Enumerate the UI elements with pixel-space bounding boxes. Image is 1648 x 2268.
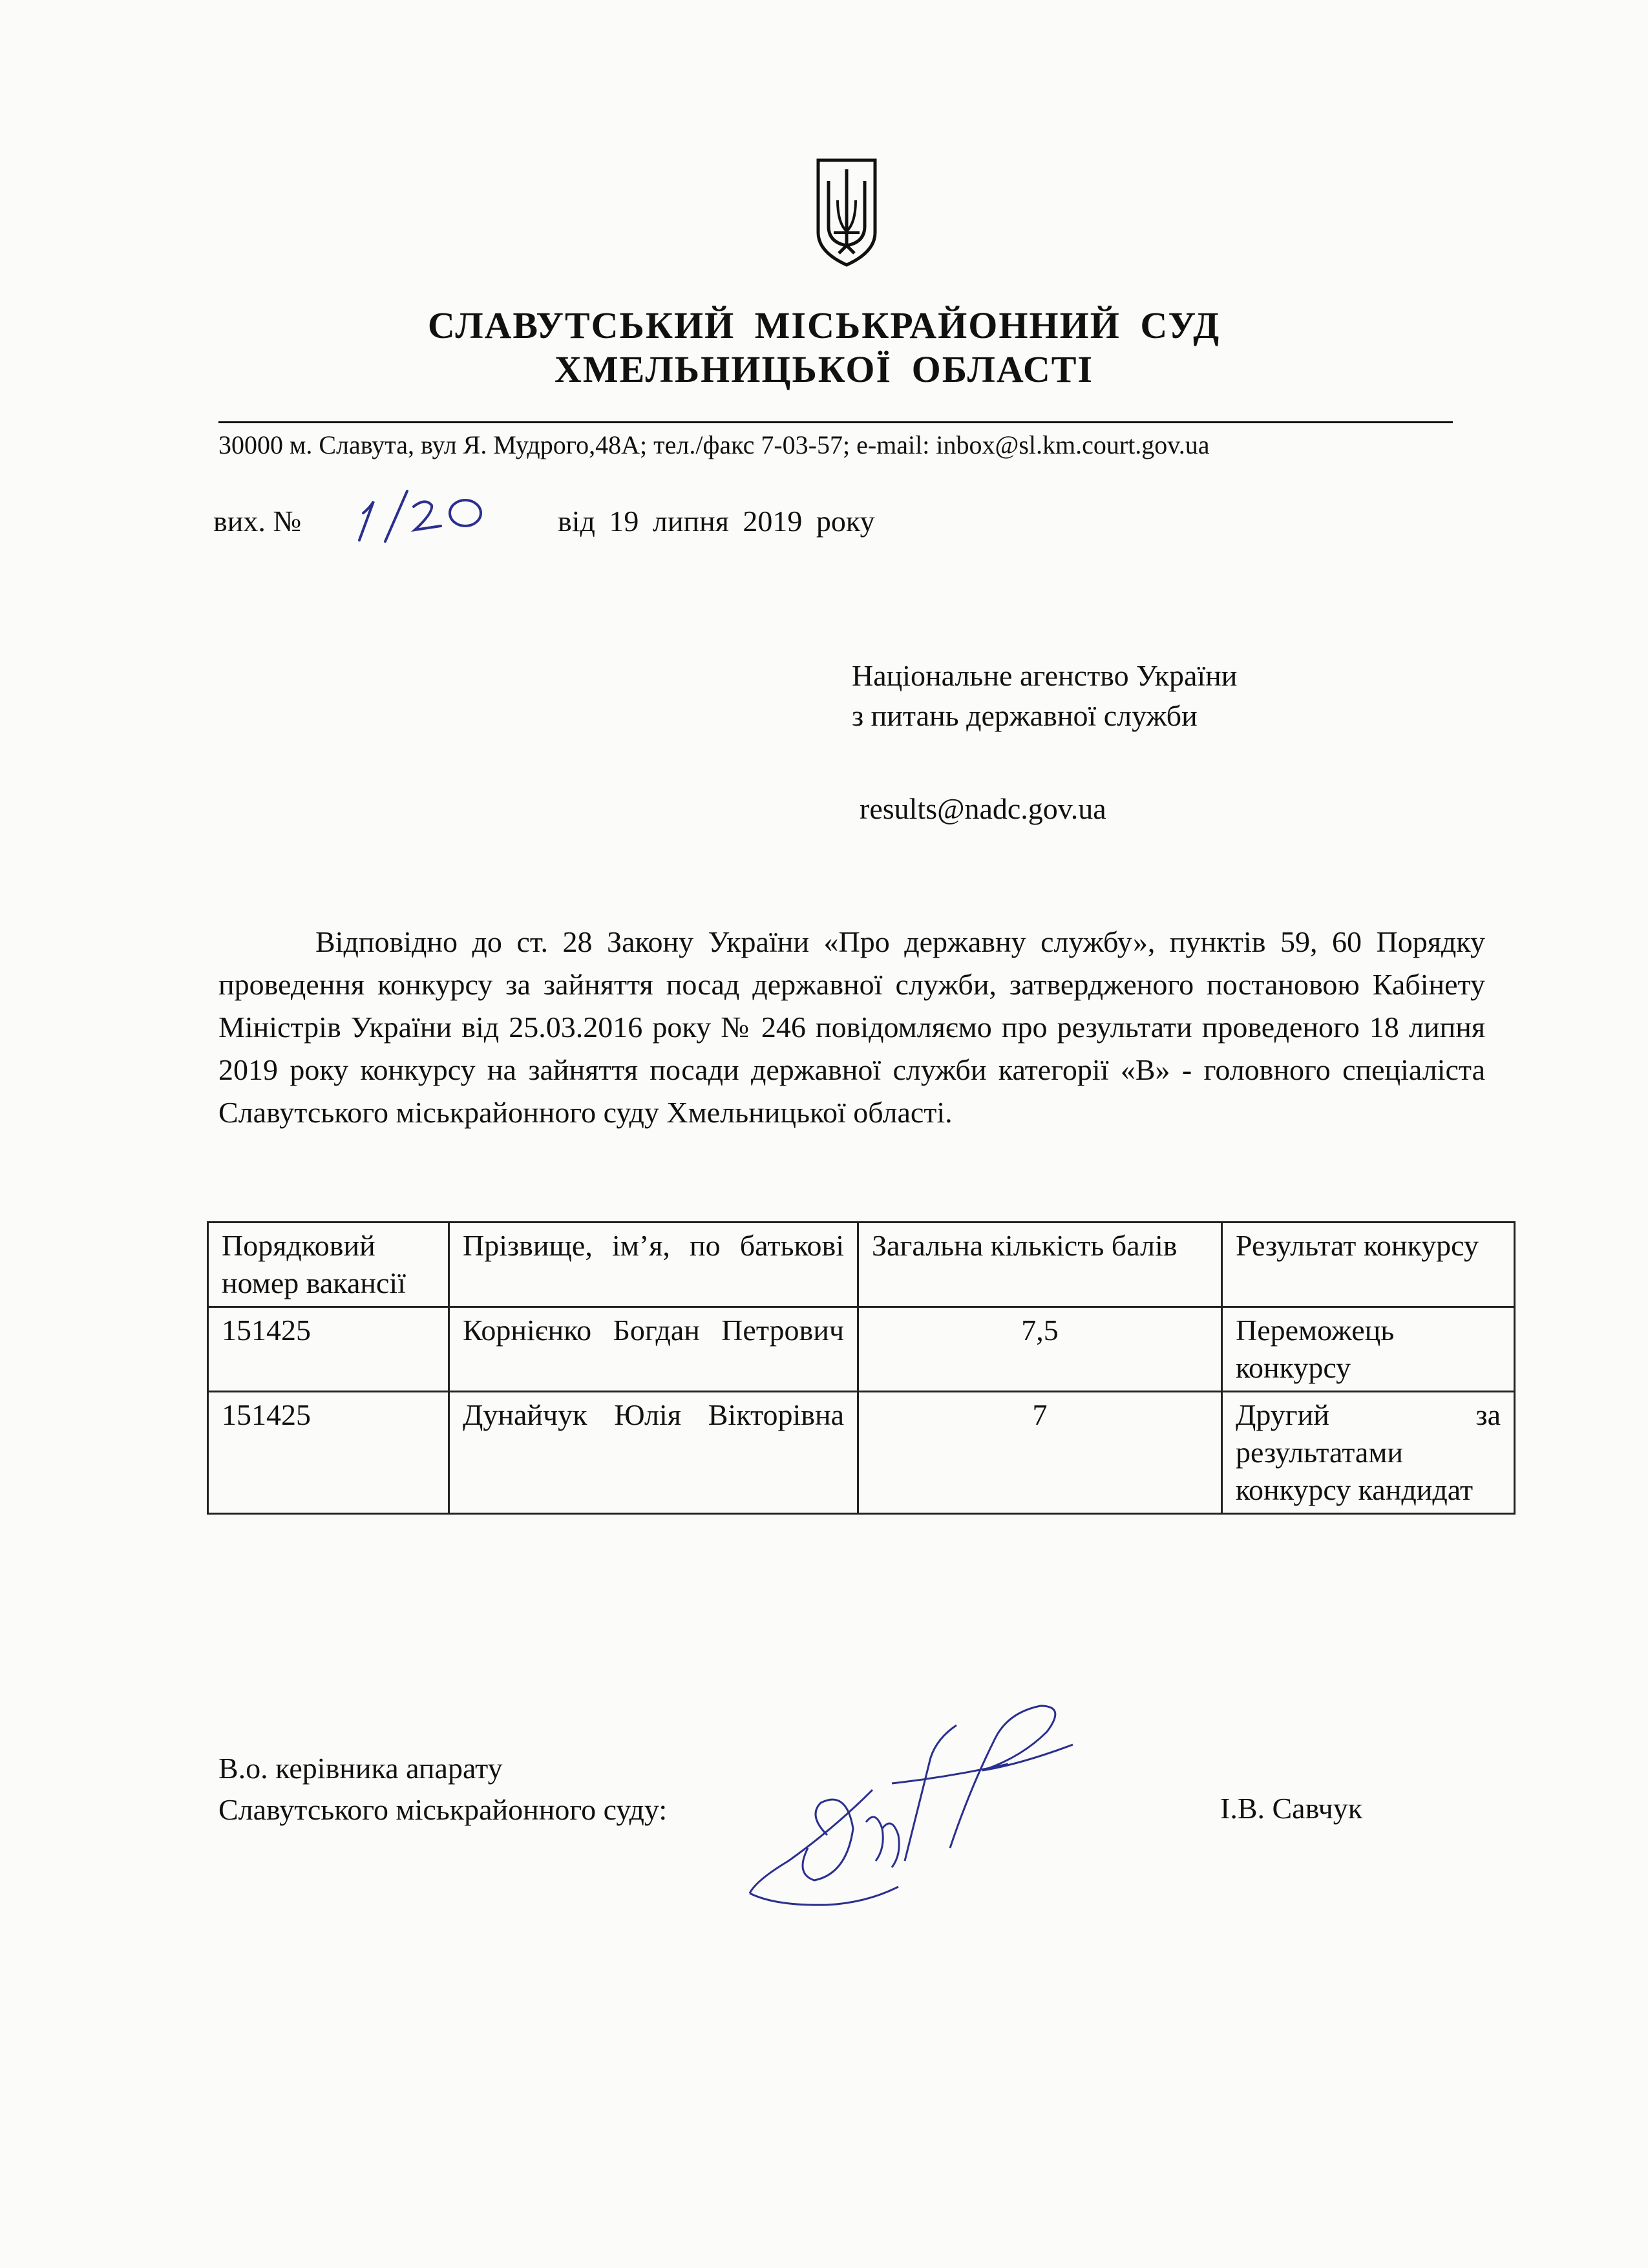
vacancy-number-cell: 151425 xyxy=(208,1307,449,1392)
court-name xyxy=(0,304,1648,392)
letter-body: Відповідно до ст. 28 Закону України «Про державну службу», пунктів 59, 60 Порядку проведення конкурсу за зайняття посад державної служби, затвердженого постановою Кабінету Міністрів України від 25.03.2016 року № 246 повідомляємо про результати проведеного 18 липня 2019 року конкурсу на зайняття посади державної служби категорії «В» - головного спеціаліста Славутського міськрайонного суду Хмельницької області. xyxy=(218,925,1485,1129)
table-row xyxy=(208,1307,1515,1392)
candidate-name-cell: Дунайчук Юлія Вікторівна xyxy=(449,1392,858,1514)
table-row xyxy=(208,1392,1515,1514)
header-cell: Результат конкурсу xyxy=(1222,1223,1515,1307)
result-cell: Переможець конкурсу xyxy=(1222,1307,1515,1392)
signatory-title-line2: Славутського міськрайонного суду: xyxy=(218,1793,668,1826)
results-table xyxy=(207,1221,1516,1515)
handwritten-signature xyxy=(737,1699,1099,1932)
header-cell: Прізвище, ім’я, по батькові xyxy=(449,1223,858,1307)
recipient-email: results@nadc.gov.ua xyxy=(860,792,1106,825)
coat-of-arms-icon xyxy=(814,155,879,268)
court-address: 30000 м. Славута, вул Я. Мудрого,48А; тел./факс 7-03-57; e-mail: inbox@sl.km.court.gov.ua xyxy=(218,430,1210,459)
header-divider xyxy=(218,421,1453,423)
score-cell: 7 xyxy=(858,1392,1222,1514)
outgoing-number-label: вих. № xyxy=(213,505,302,538)
recipient-line2: з питань державної служби xyxy=(852,699,1198,732)
result-cell: Другий за результатами конкурсу кандидат xyxy=(1222,1392,1515,1514)
outgoing-date: від 19 липня 2019 року xyxy=(558,505,875,538)
signatory-name: І.В. Савчук xyxy=(1220,1792,1363,1825)
signatory-title-line1: В.о. керівника апарату xyxy=(218,1752,503,1785)
header-cell: Порядковий номер вакансії xyxy=(208,1223,449,1307)
handwritten-number xyxy=(336,485,504,543)
signatory-title xyxy=(218,1748,667,1831)
candidate-name-cell: Корнієнко Богдан Петрович xyxy=(449,1307,858,1392)
recipient-block xyxy=(852,656,1237,736)
court-name-line1: СЛАВУТСЬКИЙ МІСЬКРАЙОННИЙ СУД xyxy=(427,304,1221,346)
header-cell: Загальна кількість балів xyxy=(858,1223,1222,1307)
court-name-line2: ХМЕЛЬНИЦЬКОЇ ОБЛАСТІ xyxy=(555,348,1093,390)
score-cell: 7,5 xyxy=(858,1307,1222,1392)
table-header-row xyxy=(208,1223,1515,1307)
vacancy-number-cell: 151425 xyxy=(208,1392,449,1514)
recipient-line1: Національне агенство України xyxy=(852,659,1238,692)
